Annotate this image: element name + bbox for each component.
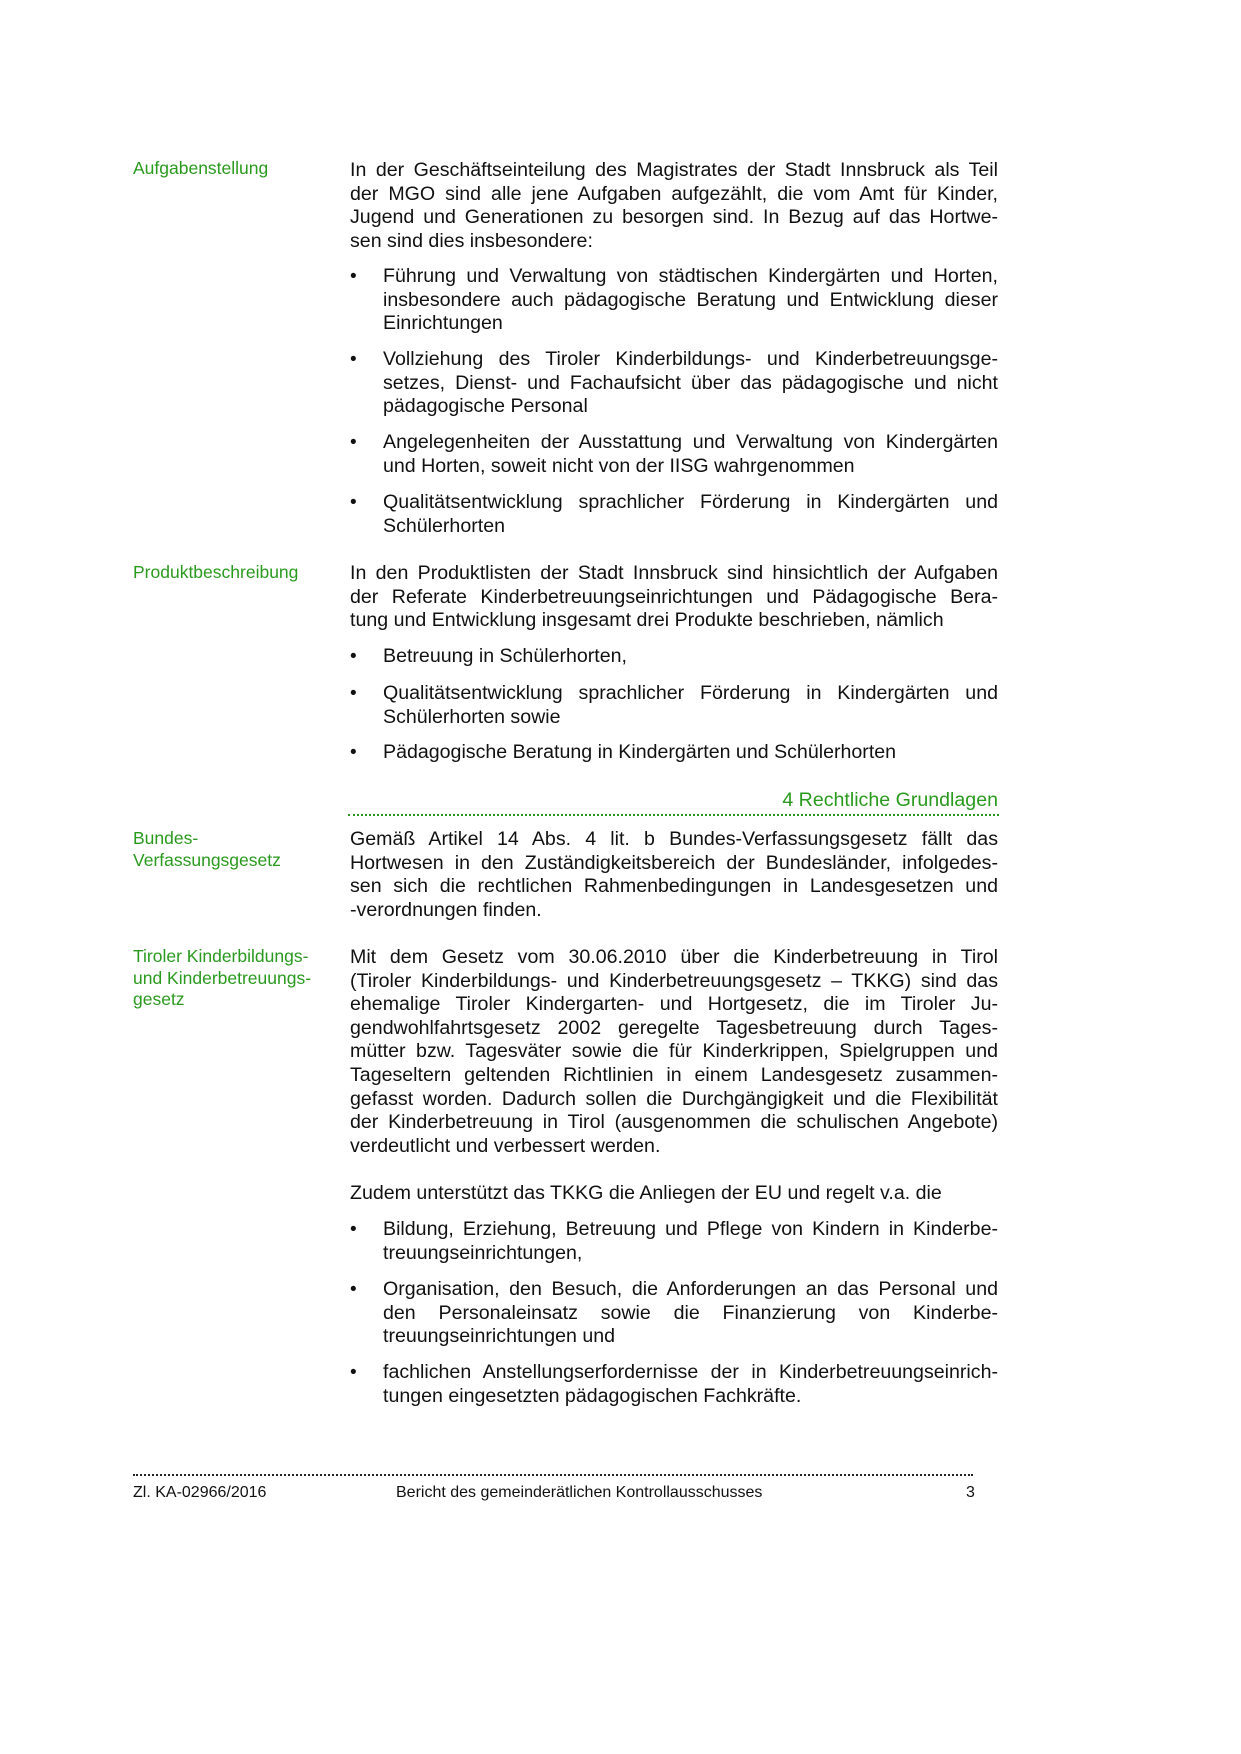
bullet-item (383, 741, 998, 765)
bullet-icon: • (350, 742, 357, 763)
bullet-item (383, 645, 998, 669)
margin-label (133, 158, 333, 180)
text-line: sen sind dies insbesondere: (350, 229, 593, 252)
margin-label (133, 828, 333, 871)
footer-reference: Zl. KA-02966/2016 (133, 1484, 267, 1501)
text-line: gefasst worden. Dadurch sollen die Durchgängigkeit und die Flexibilität (350, 1087, 998, 1110)
bullet-item (383, 348, 998, 419)
text-line: (Tiroler Kinderbildungs- und Kinderbetreuungsgesetz – TKKG) sind das (350, 969, 998, 992)
text-line: Gemäß Artikel 14 Abs. 4 lit. b Bundes-Verfassungsgesetz fällt das (350, 828, 998, 850)
text-line: Tageseltern geltenden Richtlinien in einem Landesgesetz zusammen- (350, 1063, 998, 1086)
text-line: Angelegenheiten der Ausstattung und Verwaltung von Kindergärten (383, 431, 998, 453)
bullet-item (383, 1361, 998, 1408)
text-line: Jugend und Generationen zu besorgen sind. In Bezug auf das Hortwe- (350, 206, 998, 229)
text-line: Schülerhorten (383, 514, 505, 537)
bullet-icon: • (350, 683, 357, 704)
text-line: Betreuung in Schülerhorten, (383, 645, 627, 667)
margin-label (133, 562, 333, 584)
margin-label-line: Verfassungsgesetz (133, 849, 281, 870)
text-line: und Horten, soweit nicht von der IISG wahrgenommen (383, 454, 855, 477)
margin-label-line: Aufgabenstellung (133, 158, 269, 178)
text-line: Führung und Verwaltung von städtischen Kindergärten und Horten, (383, 265, 998, 287)
text-line: Bildung, Erziehung, Betreuung und Pflege von Kindern in Kinderbe- (383, 1218, 998, 1240)
bullet-icon: • (350, 646, 357, 667)
bullet-icon: • (350, 266, 357, 287)
text-line: der Referate Kinderbetreuungseinrichtungen und Pädagogische Bera- (350, 585, 998, 608)
bullet-item (383, 265, 998, 336)
bullet-icon: • (350, 492, 357, 513)
text-line: der MGO sind alle jene Aufgaben aufgezählt, die vom Amt für Kinder, (350, 182, 998, 205)
text-line: -verordnungen finden. (350, 898, 542, 921)
text-line: der Kinderbetreuung in Tirol (ausgenommen die schulischen Angebote) (350, 1111, 998, 1134)
text-line: Organisation, den Besuch, die Anforderungen an das Personal und (383, 1278, 998, 1300)
bullet-icon: • (350, 1219, 357, 1240)
heading-divider (348, 814, 999, 816)
margin-label-line: Tiroler Kinderbildungs- (133, 946, 309, 966)
text-line: pädagogische Personal (383, 395, 588, 418)
margin-label-line: Produktbeschreibung (133, 562, 299, 582)
text-line: mütter bzw. Tagesväter sowie die für Kinderkrippen, Spielgruppen und (350, 1040, 998, 1063)
text-line: Vollziehung des Tiroler Kinderbildungs- und Kinderbetreuungsge- (383, 348, 998, 370)
text-line: Pädagogische Beratung in Kindergärten und Schülerhorten (383, 741, 897, 763)
bullet-item (383, 431, 998, 478)
section-heading: 4 Rechtliche Grundlagen (782, 789, 998, 811)
text-line: insbesondere auch pädagogische Beratung und Entwicklung dieser (383, 288, 998, 311)
text-line: Hortwesen in den Zuständigkeitsbereich der Bundesländer, infolgedes- (350, 851, 998, 874)
margin-label (133, 946, 333, 1011)
bullet-item (383, 1278, 998, 1349)
paragraph (350, 946, 998, 1158)
page-number: 3 (966, 1484, 975, 1501)
paragraph (350, 1182, 998, 1206)
text-line: verdeutlicht und verbessert werden. (350, 1134, 661, 1157)
paragraph (350, 562, 998, 633)
text-line: Schülerhorten sowie (383, 705, 561, 728)
bullet-icon: • (350, 349, 357, 370)
text-line: Qualitätsentwicklung sprachlicher Förderung in Kindergärten und (383, 682, 998, 704)
text-line: treuungseinrichtungen und (383, 1325, 616, 1348)
bullet-icon: • (350, 432, 357, 453)
footer-divider (133, 1474, 973, 1476)
text-line: tung und Entwicklung insgesamt drei Produkte beschrieben, nämlich (350, 609, 944, 632)
text-line: Qualitätsentwicklung sprachlicher Förderung in Kindergärten und (383, 491, 998, 513)
text-line: In der Geschäftseinteilung des Magistrates der Stadt Innsbruck als Teil (350, 159, 998, 181)
text-line: den Personaleinsatz sowie die Finanzierung von Kinderbe- (383, 1301, 998, 1324)
text-line: ehemalige Tiroler Kindergarten- und Hortgesetz, die im Tiroler Ju- (350, 993, 998, 1016)
bullet-item (383, 491, 998, 538)
text-line: In den Produktlisten der Stadt Innsbruck sind hinsichtlich der Aufgaben (350, 562, 998, 584)
text-line: Zudem unterstützt das TKKG die Anliegen der EU und regelt v.a. die (350, 1182, 942, 1204)
text-line: sen sich die rechtlichen Rahmenbedingungen in Landesgesetzen und (350, 875, 998, 898)
paragraph (350, 828, 998, 922)
bullet-icon: • (350, 1279, 357, 1300)
text-line: treuungseinrichtungen, (383, 1241, 583, 1264)
bullet-icon: • (350, 1362, 357, 1383)
text-line: setzes, Dienst- und Fachaufsicht über das pädagogische und nicht (383, 371, 998, 394)
margin-label-line: gesetz (133, 989, 185, 1009)
paragraph (350, 159, 998, 253)
text-line: fachlichen Anstellungserfordernisse der in Kinderbetreuungseinrich- (383, 1361, 998, 1383)
text-line: gendwohlfahrtsgesetz 2002 geregelte Tagesbetreuung durch Tages- (350, 1016, 998, 1039)
footer-title: Bericht des gemeinderätlichen Kontrollausschusses (396, 1484, 763, 1501)
margin-label-line: Bundes- (133, 828, 199, 848)
text-line: tungen eingesetzten pädagogischen Fachkräfte. (383, 1384, 802, 1407)
margin-label-line: und Kinderbetreuungs- (133, 967, 312, 988)
bullet-item (383, 682, 998, 729)
text-line: Einrichtungen (383, 312, 503, 335)
text-line: Mit dem Gesetz vom 30.06.2010 über die Kinderbetreuung in Tirol (350, 946, 998, 968)
bullet-item (383, 1218, 998, 1265)
